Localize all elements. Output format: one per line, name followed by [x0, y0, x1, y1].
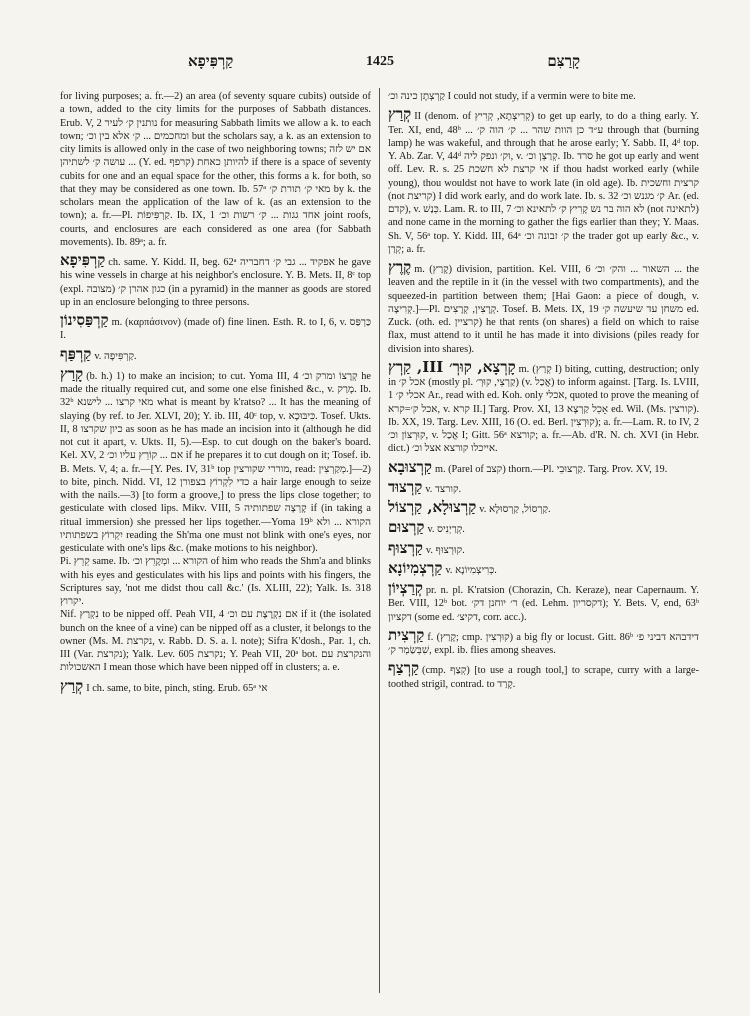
entry-headword: קַרְפַּף [60, 344, 92, 363]
dictionary-entry [388, 258, 699, 356]
entry-continuation: Nif. נִקְרַץ to be nipped off. Peah VII, 4 אם נִקְרֶצֶת עם וכ׳ if it (the isolated bunch on the knee of a vine) can be nipped off as a cluster, it belongs to the owner (Ms. M. נקרצת, v. Rabb. D. S. a. l. note); Sifra K'dosh., Par. 1, ch. III (Var. נקרצת); Yalk. Lev. 605 נקרצת; Y. Peah VII, 20ᵃ bot. והנקרצת עם האשכולות I mean those which have been nipped off in clusters; a. e. [60, 609, 371, 674]
dictionary-entry [388, 498, 699, 516]
entry-definition: v. קַרְסוֹל, קַרְסוּלָא. [479, 504, 551, 515]
dictionary-entry [388, 477, 699, 496]
dictionary-entry [388, 558, 699, 577]
running-header [60, 52, 700, 74]
entry-headword: קַרְצוּד [388, 477, 423, 496]
entry-headword: קַרְצוּם [388, 518, 425, 537]
entry-headword: קַרְצוּף [388, 538, 423, 557]
entry-definition: m. (קָרַץ) division, partition. Kel. VIII, 6 השאור ... והק׳ וכ׳ ... the leaven and the reptile in it (in the vessel with two compartments), and the squeezed-in partition between them; [Hai Gaon: a piece of dough, v. קְרִיצָה.]—Pl. קְרָצִין, קְרָצִים. Tosef. B. Mets. IX, 19 משחן עד שיעשה ק׳ ed. Zuck. (oth. ed. קרציין) he that rents (on shares) a field on which to raise flax, must attend to it until he has made it into divisions (piles ready for division into shares). [388, 264, 699, 355]
dictionary-entry [60, 364, 371, 556]
header-right-headword: קָרַצִּם [547, 52, 580, 70]
entry-headword: קַרְצוּבָא [388, 457, 432, 476]
entry-definition: m. (Parel of קצב) thorn.—Pl. קַרְצוּבֵי. Targ. Prov. XV, 19. [434, 463, 668, 475]
entry-headword: קַרְצְמִיוֹנָא [388, 558, 443, 577]
dictionary-entry [388, 625, 699, 658]
dictionary-entry [388, 518, 699, 537]
entry-definition: f. (קָרַץ; cmp. קוּרְצִין) a big fly or locust. Gitt. 86ᵇ דידבהא דביני פ׳ שִׁבְּשַׂמְר ק׳, expl. ib. flies among sheaves. [388, 631, 699, 656]
entry-definition: pr. n. pl. K'ratsion (Chorazin, Ch. Keraze), near Capernaum. Y. Ber. VIII, 12ᵇ bot. ר׳ יוחנן דק׳ (ed. Lehm. דקסריון); Y. Bets. V, end, 63ᵇ דקציון (some ed. דקיצ׳, corr. acc.). [388, 585, 699, 623]
entry-definition: m. (קְרַץ I) biting, cutting, destruction; only in אכל ק׳ (mostly pl. קַרְצֵי, קוּרְ׳) (v. אֲכַל) to inform against. [Targ. Is. LVIII, 1 אכלי ק׳ Ar., read with ed. Koh. only אכלי, quoted to prove the meaning of אכל ק׳=קרא, v. קרא II.] Targ. Prov. XI, 13 אָכֵל קַרְצָא ed. Wil. (Ms. קורצין). Ib. XX, 19. Targ. Lev. XIII, 16 (O. ed. Berl. קוּרְצִין); a. fr.—Lam. R. to IV, 2 קוּרְצוֹן וכ׳, v. אֲכַל I; Gitt. 56ᵃ קורצא; a. fr.—Ab. d'R. N. ch. XVI (in Hebr. dict.) אייכלו קורצא אצל וכ׳. [388, 363, 699, 455]
entry-definition: v. קורצד. [425, 483, 462, 495]
dictionary-entry [388, 659, 699, 691]
entry-continuation: for living purposes; a. fr.—2) an area (of seventy square cubits) outside of a town, added to the city limits for the purposes of Sabbath distances. Erub. V, 2 נותנין ק׳ לעיר for measuring Sabbath limits we allow a k. to each town; ומחכמים ... ק׳ אלא בין וכ׳ but the scholars say, a k. as an extension to city limits is allowed only in the case of two neighboring towns; אם יש לזה ... עושה ק׳ לשתיהן (Y. ed. קרפף) להיותן כאחת if there is a space of seventy cubits for one and an equal space for the other, this forms a k. for both, so that they may be considered as one town. Ib. 57ᵃ מאי ק׳ תורת ק׳ by k. the scholars mean the application of the law of k. (as an extension to the town); a. fr.—Pl. קַרְפִּיפוֹת. Ib. IX, 1 אחד גגות ... ק׳ רשות וכ׳ joint roofs, courts, and enclosures are each considered as one area (for Sabbath movements). Ib. 89ᵃ; a. fr. [60, 91, 371, 248]
entry-headword: קַרְצִית [388, 625, 425, 644]
column-divider [379, 88, 380, 993]
header-left-headword: קַרְפִּיפָא [188, 52, 234, 70]
entry-headword: קַרְפִּיפָא [60, 251, 106, 269]
dictionary-entry [388, 105, 699, 256]
entry-definition: I ch. same, to bite, pinch, sting. Erub. 65ᵃ אי [86, 682, 268, 694]
left-column [60, 90, 371, 990]
entry-definition: m. (καρπάσινον) (made of) fine linen. Esth. R. to I, 6, v. כַּרְפַּס I. [60, 317, 371, 342]
entry-headword: קַרְצוּלָא, קַרְצוֹל [388, 498, 477, 516]
entry-headword: קָרַץ [60, 364, 84, 383]
entry-continuation: Pi. קֵרֵץ same. Ib. הקורא ... ומְקָרֵץ וכ׳ of him who reads the Shm'a and blinks with his eyes and gesticulates with his lips and points with his fingers, the Scriptures say, 'not me didst thou call &c.' (Is. XLIII, 22); Yalk. Is. 318 יקרוץ. [60, 556, 371, 607]
entry-definition: (cmp. קְצַף) [to use a rough tool,] to scrape, curry with a large-toothed strigil, contrad. to קָרַד. [388, 665, 699, 690]
dictionary-entry [388, 457, 699, 476]
entry-definition: v. כְּרִיצְמִיוֹנָא. [445, 564, 497, 576]
entry-headword: קֶרֶץ [388, 258, 412, 276]
dictionary-entry [60, 251, 371, 309]
entry-continuation: קַרְצְתָן כינה וכ׳ I could not study, if a vermin were to bite me. [388, 91, 636, 102]
entry-headword: קְרַץ [388, 105, 412, 124]
entry-definition: v. קְרַיְנִיס. [427, 524, 465, 536]
dictionary-entry [60, 676, 371, 695]
entry-definition: v. קוּרְצוּף. [425, 544, 465, 556]
entry-definition: ch. same. Y. Kidd. II, beg. 62ᵃ אפקיד ... גבי ק׳ דחבריה he gave his wine vessels in charge at his neighbor's enclosure. Y. B. Mets. II, 8ᶜ top (expl. מצובה) כגון אהרן ק׳ (in a pyramid) in the manner as goods are stored up in an enclosure belonging to three persons. [60, 257, 371, 308]
entry-headword: קְרַצְיוֹן [388, 579, 423, 597]
dictionary-entry [388, 538, 699, 557]
page-number: 1425 [366, 54, 394, 69]
dictionary-entry [388, 579, 699, 624]
dictionary-entry [60, 344, 371, 363]
entry-headword: קְרַץ [60, 676, 84, 695]
dictionary-entry [388, 357, 699, 456]
entry-headword: קַרְפַּסִינוֹן [60, 311, 109, 329]
entry-definition: (b. h.) 1) to make an incision; to cut. Yoma III, 4 קְרָצוֹ ומרק וכ׳ he made the ritually required cut, and some one else finished &c., v. מָרַק. Ib. 32ᵇ מאי קרצו ... לישנא what is meant by k'ratso? ... It has the meaning of slaying (by ref. to Jer. XLVI, 20); Y. ib. III, 40ᶜ top, v. כִּיבּוּכָא. Tosef. Ukts. II, 8 כיון שקרצו as soon as he has made an incision into it (although he did not cut it apart, v. Ukts. II, 5).—Esp. to cut dough on the baker's board. Kel. XV, 2 אם ... קוֹרֵץ עליו וכ׳ if he prepares it to cut dough on it; Tosef. ib. B. Mets. V, 4; a. fr.—[Y. Pes. IV, 31ᵇ top מוררי שקורצין, read: מְקַרְצִין.]—2) to bite, pinch. Nidd. VI, 12 כדי לִקְרוֹץ בצפורן a hair large enough to seize with the nails.—3) [to form a groove,] to press the lips close together; to gesticulate with closed lips. Mikv. VIII, 5 קָרְצָה שפתותיה if (in taking a ritual immersion) she pressed her lips together.—Yoma 19ᵇ הקורא ... ולא יִקְרוֹץ בשפתותיו reading the Sh'ma one must not blink with one's eyes, nor gesticulate with one's lips &c. (make motions to his neighbor). [60, 370, 371, 554]
dictionary-entry [60, 311, 371, 343]
entry-definition: II (denom. of קְרִיצְתָא, קְרִיץ) to get up early, to do a thing early. Y. Ter. XI, end, 48ᵇ ... ע״ד כן הוות שהר ... ק׳ הוה ק׳ through that (burning lamp) he was wakeful, and through that he arose early; Y. Sabb. II, 4ᵈ top. Y. Ab. Zar. V, 44ᵈ וק׳ ונפק ליה, v. קְרַצְן וכ׳. Ib. סרד he got up early and went off. Lev. R. s. 25 אי קרצת לא חשכת if thou hadst worked early (while young), thou wouldst not have to work late (in old age). Ib. קרצית וחשכית (not קריצת) I did work early, and do work late. Ib. s. 32 ק׳ מגנש וכ׳ Ar. (ed. קדם), v. כְּנַשׁ. Lam. R. to III, 7 לא הוה בר נש קָרִיץ ק׳ לתאינא וכ׳ (not לתאינה) and none came in the morning to gather the figs earlier than they; Y. Maas. Sh. V, 56ᵃ top. Y. Kidd. III, 64ᵃ ק׳ זבונה וכ׳ the trader got up early &c., v. קְרַן; a. fr. [388, 111, 699, 255]
entry-headword: קַרְצַף [388, 659, 420, 678]
entry-definition: v. קַרְפִּיפָה. [94, 350, 137, 362]
right-column [388, 90, 699, 990]
entry-headword: קָרְצָא, קוּרְ׳ III, קַרְץ [388, 357, 516, 376]
